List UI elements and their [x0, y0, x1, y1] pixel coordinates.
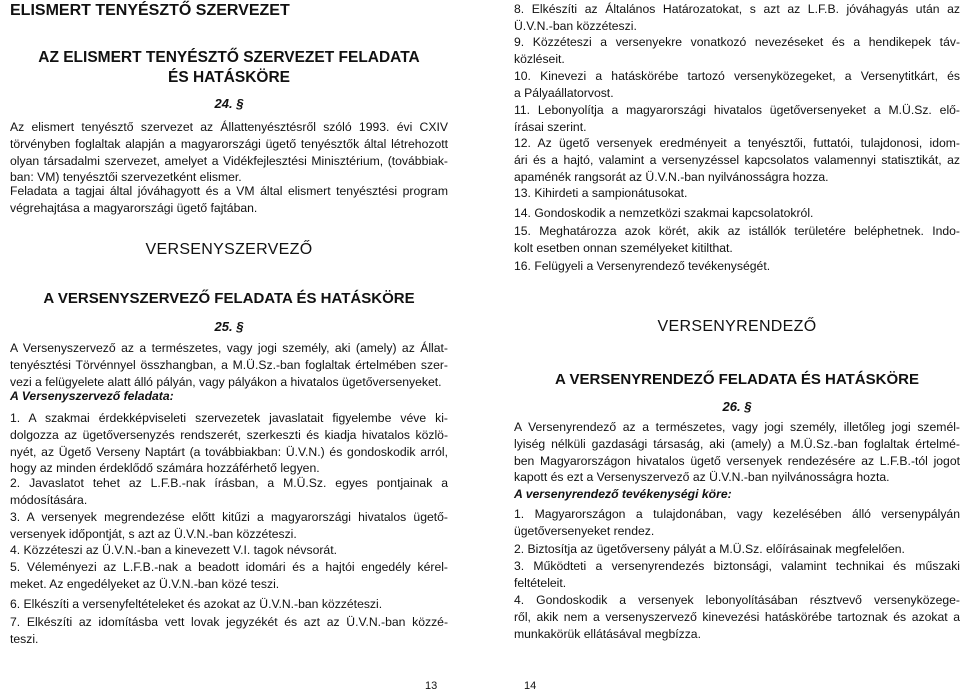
- text-line: 3. Működteti a versenyrendezés biztonsági, valamint technikai és műszaki: [514, 559, 960, 573]
- text-line: 13. Kihirdeti a sampionátusokat.: [514, 186, 688, 200]
- versenyszervezo-heading: VERSENYSZERVEZŐ: [145, 241, 313, 258]
- activity-2: [514, 541, 960, 558]
- duties-heading: A Versenyszervező feladata:: [10, 389, 174, 403]
- duty-1: [10, 410, 448, 477]
- text-line: közléseit.: [514, 51, 565, 66]
- text-line: Ü.V.N.-ban közzéteszi.: [514, 18, 637, 33]
- text-line: vezi a felügyelete alatt álló pályán, vagy pályákon a hivatalos ügetőversenyeket.: [10, 374, 442, 389]
- duty-16: [514, 258, 960, 275]
- text-line: lyiség nélküli gazdasági társaság, aki (amely) a M.Ü.Sz.-ban foglaltak értelmé-: [514, 436, 960, 451]
- duty-8: [514, 1, 960, 35]
- text-line: 6. Elkészíti a versenyfeltételeket és azokat az Ü.V.N.-ban közzéteszi.: [10, 597, 383, 611]
- text-line: teszi.: [10, 631, 39, 646]
- text-line: A Versenyrendező az a természetes, vagy jogi személy, illetőleg jogi személ-: [514, 420, 960, 434]
- text-line: 16. Felügyeli a Versenyrendező tevékenységét.: [514, 259, 771, 273]
- duty-4: [10, 542, 448, 559]
- left-page: [10, 0, 448, 692]
- section-title-line-1: AZ ELISMERT TENYÉSZTŐ SZERVEZET FELADATA: [38, 49, 420, 66]
- text-line: 5. Véleményezi az L.F.B.-nak a beadott idomári és a hajtói engedély kérel-: [10, 560, 448, 574]
- section-title: [10, 48, 448, 88]
- text-line: tenyésztési Törvénnyel összhangban, a M.Ü.Sz.-ban foglaltak értelmében szer-: [10, 357, 448, 372]
- text-line: 7. Elkészíti az idomításba vett lovak jegyzékét és azt az Ü.V.N.-ban közzé-: [10, 615, 448, 629]
- text-line: 2. Javaslatot tehet az L.F.B.-nak írásban, a M.Ü.Sz. egyes pontjainak a: [10, 476, 448, 490]
- duty-3: [10, 509, 448, 543]
- paragraph-number-26: 26. §: [722, 399, 752, 414]
- duty-12: [514, 135, 960, 185]
- text-line: 1. A szakmai érdekképviseleti szervezetek javaslatait figyelembe véve ki-: [10, 411, 448, 425]
- paragraph-number-24: 24. §: [214, 96, 244, 111]
- duty-5: [10, 559, 448, 593]
- text-line: kolt esetben onnan személyeket kitilthat.: [514, 240, 733, 255]
- text-line: ügetőversenyeket rendez.: [514, 523, 655, 538]
- text-line: 11. Lebonyolítja a magyarországi hivatalos ügetőversenyeket a M.Ü.Sz. elő-: [514, 103, 960, 117]
- versenyrendezo-section-title: A VERSENYRENDEZŐ FELADATA ÉS HATÁSKÖRE: [555, 371, 919, 388]
- duty-13: [514, 185, 960, 202]
- activity-1: [514, 506, 960, 540]
- duty-10: [514, 68, 960, 102]
- paragraph-24-text: [10, 119, 448, 186]
- text-line: 8. Elkészíti az Általános Határozatokat, s azt az L.F.B. jóváhagyás után az: [514, 2, 960, 16]
- text-line: versenyek időpontját, s azt az Ü.V.N.-ban közzéteszi.: [10, 526, 297, 541]
- activity-3: [514, 558, 960, 592]
- text-line: ban: VM) tenyésztői szervezetként elismer.: [10, 170, 242, 185]
- text-line: Feladata a tagjai által jóváhagyott és a VM által elismert tenyésztési program: [10, 184, 448, 198]
- text-line: 12. Az ügető versenyek eredményeit a tenyésztői, futtatói, tulajdonosi, idom-: [514, 136, 960, 150]
- activity-4: [514, 592, 960, 642]
- text-line: ben Magyarországon hivatalos ügető versenyek rendezésére az L.F.B.-tól jogot: [514, 453, 960, 468]
- text-line: 3. A versenyek megrendezése előtt kitűzi a magyarországi hivatalos ügető-: [10, 510, 448, 524]
- text-line: 9. Közzéteszi a versenyekre vonatkozó nevezéseket és a hendikepek táv-: [514, 35, 960, 49]
- text-line: végrehajtása a magyarországi ügető fajtában.: [10, 200, 258, 215]
- text-line: apaménék rangsorát az Ü.V.N.-ban nyilvánosságra hozza.: [514, 169, 829, 184]
- paragraph-25-text: [10, 340, 448, 390]
- text-line: 10. Kinevezi a hatáskörébe tartozó versenyközegeket, a Versenytitkárt, és: [514, 69, 960, 83]
- page-number-right: 14: [524, 680, 537, 692]
- text-line: feltételeit.: [514, 575, 567, 590]
- text-line: meket. Az engedélyeket az Ü.V.N.-ban közé teszi.: [10, 576, 280, 591]
- text-line: törvényben foglaltak alapján a magyarországi ügető tenyésztők által létrehozott: [10, 136, 448, 151]
- text-line: írásai szerint.: [514, 119, 587, 134]
- duty-6: [10, 596, 448, 613]
- text-line: 14. Gondoskodik a nemzetközi szakmai kapcsolatokról.: [514, 206, 814, 220]
- text-line: ári és a hajtó, valamint a versenyzéssel kapcsolatos valamennyi statisztikát, az: [514, 152, 960, 167]
- text-line: 4. Gondoskodik a versenyek lebonyolításában résztvevő versenyközege-: [514, 593, 960, 607]
- text-line: módosítására.: [10, 492, 88, 507]
- text-line: munkakörük ellátásával megbízza.: [514, 626, 701, 641]
- text-line: olyan társadalmi szervezet, amelyet a Vidékfejlesztési Minisztérium, (továbbiak-: [10, 153, 448, 168]
- text-line: 15. Meghatározza azok körét, akik az istállók területére beléphetnek. Indo-: [514, 224, 960, 238]
- text-line: hogy az minden érdeklődő számára hozzáférhető legyen.: [10, 461, 320, 476]
- text-line: 1. Magyarországon a tulajdonában, vagy kezelésében álló versenypályán: [514, 507, 960, 521]
- text-line: kapott és ezt a Versenyszervező az Ü.V.N.-ban nyilvánosságra hozta.: [514, 470, 890, 485]
- duty-9: [514, 34, 960, 68]
- text-line: 2. Biztosítja az ügetőverseny pályát a M.Ü.Sz. előírásainak megfelelően.: [514, 542, 905, 556]
- text-line: dolgozza az ügetőversenyzés rendszerét, szerkeszti és kiadja hivatalos közlö-: [10, 427, 448, 442]
- duty-15: [514, 223, 960, 257]
- paragraph-24b-text: [10, 183, 448, 217]
- text-line: nyét, az Ügető Verseny Naptárt (a továbbiakban: Ü.V.N.) és gondoskodik arról,: [10, 444, 448, 459]
- duty-14: [514, 205, 960, 222]
- duty-7: [10, 614, 448, 648]
- page-number-left: 13: [425, 680, 438, 692]
- section-title-line-2: ÉS HATÁSKÖRE: [167, 69, 290, 86]
- text-line: Az elismert tenyésztő szervezet az Állattenyésztésről szóló 1993. évi CXIV: [10, 120, 448, 134]
- text-line: A Versenyszervező az a természetes, vagy jogi személy, aki (amely) az Állat-: [10, 341, 448, 355]
- text-line: a Pályaállatorvost.: [514, 85, 614, 100]
- duty-11: [514, 102, 960, 136]
- right-page: [514, 0, 960, 692]
- versenyszervezo-section-title: A VERSENYSZERVEZŐ FELADATA ÉS HATÁSKÖRE: [43, 290, 415, 307]
- duties-heading: A versenyrendező tevékenységi köre:: [514, 487, 732, 501]
- text-line: 4. Közzéteszi az Ü.V.N.-ban a kinevezett V.I. tagok névsorát.: [10, 543, 337, 557]
- paragraph-26-text: [514, 419, 960, 486]
- page-header: ELISMERT TENYÉSZTŐ SZERVEZET: [10, 2, 290, 19]
- paragraph-number-25: 25. §: [214, 319, 244, 334]
- versenyrendezo-heading: VERSENYRENDEZŐ: [657, 318, 817, 335]
- duty-2: [10, 475, 448, 509]
- text-line: ről, akik nem a versenyszervező kinevezési hatáskörébe tartoznak és azokat a: [514, 609, 960, 624]
